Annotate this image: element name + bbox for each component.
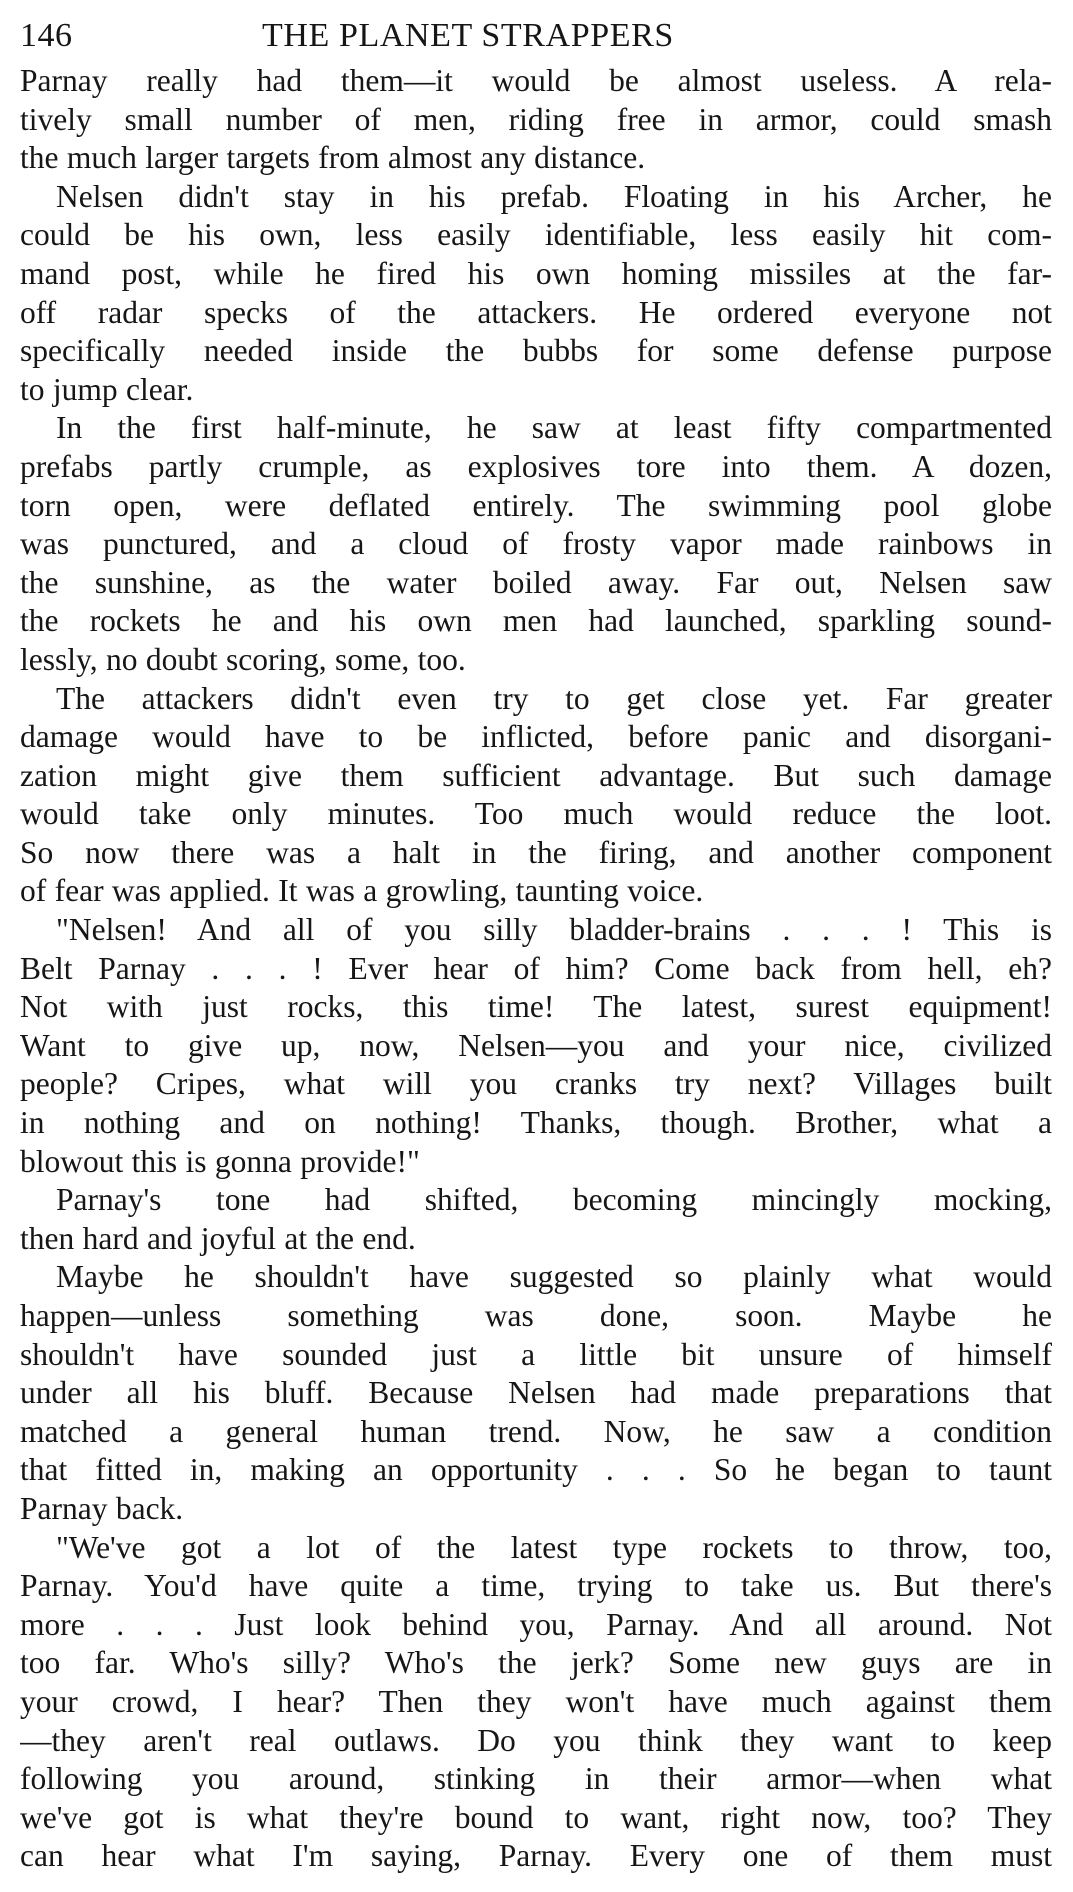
text-line: too far. Who's silly? Who's the jerk? Some new guys are in: [20, 1645, 1052, 1681]
text-line: in nothing and on nothing! Thanks, though. Brother, what a: [20, 1105, 1052, 1141]
text-line: the rockets he and his own men had launched, sparkling sound-: [20, 603, 1052, 639]
text-line: was punctured, and a cloud of frosty vapor made rainbows in: [20, 526, 1052, 562]
text-line: more . . . Just look behind you, Parnay. And all around. Not: [20, 1606, 1052, 1642]
text-line: people? Cripes, what will you cranks try next? Villages built: [20, 1066, 1052, 1102]
text-line: we've got is what they're bound to want, right now, too? They: [20, 1799, 1052, 1835]
text-line: that fitted in, making an opportunity . . . So he began to taunt: [20, 1452, 1052, 1488]
text-line: then hard and joyful at the end.: [20, 1220, 416, 1256]
body-text: [20, 62, 1052, 1876]
running-head: [20, 0, 1052, 62]
paragraph: [20, 680, 1052, 912]
text-line: matched a general human trend. Now, he saw a condition: [20, 1413, 1052, 1449]
text-line: torn open, were deflated entirely. The swimming pool globe: [20, 487, 1052, 523]
page-number: 146: [20, 17, 73, 54]
text-line: Not with just rocks, this time! The latest, surest equipment!: [20, 989, 1052, 1025]
text-line: Parnay's tone had shifted, becoming mincingly mocking,: [56, 1182, 1052, 1218]
text-line: "We've got a lot of the latest type rockets to throw, too,: [56, 1529, 1052, 1565]
book-page: [20, 0, 1052, 1876]
text-line: lessly, no doubt scoring, some, too.: [20, 641, 466, 677]
text-line: Belt Parnay . . . ! Ever hear of him? Come back from hell, eh?: [20, 950, 1052, 986]
text-line: of fear was applied. It was a growling, taunting voice.: [20, 873, 704, 909]
book-title: THE PLANET STRAPPERS: [262, 17, 674, 54]
paragraph: [20, 178, 1052, 410]
text-line: can hear what I'm saying, Parnay. Every one of them must: [20, 1838, 1052, 1874]
paragraph: [20, 409, 1052, 679]
text-line: tively small number of men, riding free in armor, could smash: [20, 101, 1052, 137]
text-line: specifically needed inside the bubbs for some defense purpose: [20, 333, 1052, 369]
text-line: Maybe he shouldn't have suggested so plainly what would: [56, 1259, 1052, 1295]
text-line: happen—unless something was done, soon. Maybe he: [20, 1298, 1052, 1333]
paragraph: [20, 62, 1052, 178]
text-line: damage would have to be inflicted, before panic and disorgani-: [20, 719, 1052, 755]
text-line: In the first half-minute, he saw at least fifty compartmented: [56, 410, 1052, 446]
text-line: blowout this is gonna provide!": [20, 1143, 420, 1179]
paragraph: [20, 911, 1052, 1181]
text-line: could be his own, less easily identifiable, less easily hit com-: [20, 217, 1052, 253]
text-line: zation might give them sufficient advantage. But such damage: [20, 757, 1052, 793]
text-line: Nelsen didn't stay in his prefab. Floating in his Archer, he: [56, 178, 1052, 214]
text-line: prefabs partly crumple, as explosives tore into them. A dozen,: [20, 448, 1052, 484]
paragraph: [20, 1181, 1052, 1258]
text-line: Want to give up, now, Nelsen—you and your nice, civilized: [20, 1027, 1052, 1063]
text-line: Parnay back.: [20, 1490, 184, 1526]
text-line: to jump clear.: [20, 371, 194, 407]
text-line: off radar specks of the attackers. He ordered everyone not: [20, 294, 1052, 330]
text-line: the sunshine, as the water boiled away. Far out, Nelsen saw: [20, 564, 1052, 600]
text-line: your crowd, I hear? Then they won't have much against them: [20, 1683, 1052, 1719]
paragraph: [20, 1529, 1052, 1876]
text-line: Parnay. You'd have quite a time, trying to take us. But there's: [20, 1568, 1052, 1604]
text-line: So now there was a halt in the firing, and another component: [20, 834, 1052, 870]
text-line: the much larger targets from almost any distance.: [20, 140, 646, 176]
text-line: would take only minutes. Too much would reduce the loot.: [20, 796, 1052, 832]
text-line: shouldn't have sounded just a little bit unsure of himself: [20, 1336, 1052, 1372]
text-line: Parnay really had them—it would be almost useless. A rela-: [20, 63, 1052, 98]
text-line: following you around, stinking in their armor—when what: [20, 1761, 1052, 1797]
paragraph: [20, 1258, 1052, 1528]
text-line: —they aren't real outlaws. Do you think they want to keep: [20, 1722, 1052, 1758]
text-line: under all his bluff. Because Nelsen had made preparations that: [20, 1375, 1052, 1411]
text-line: mand post, while he fired his own homing missiles at the far-: [20, 255, 1052, 291]
text-line: The attackers didn't even try to get close yet. Far greater: [56, 680, 1052, 716]
text-line: "Nelsen! And all of you silly bladder-brains . . . ! This is: [56, 912, 1052, 948]
